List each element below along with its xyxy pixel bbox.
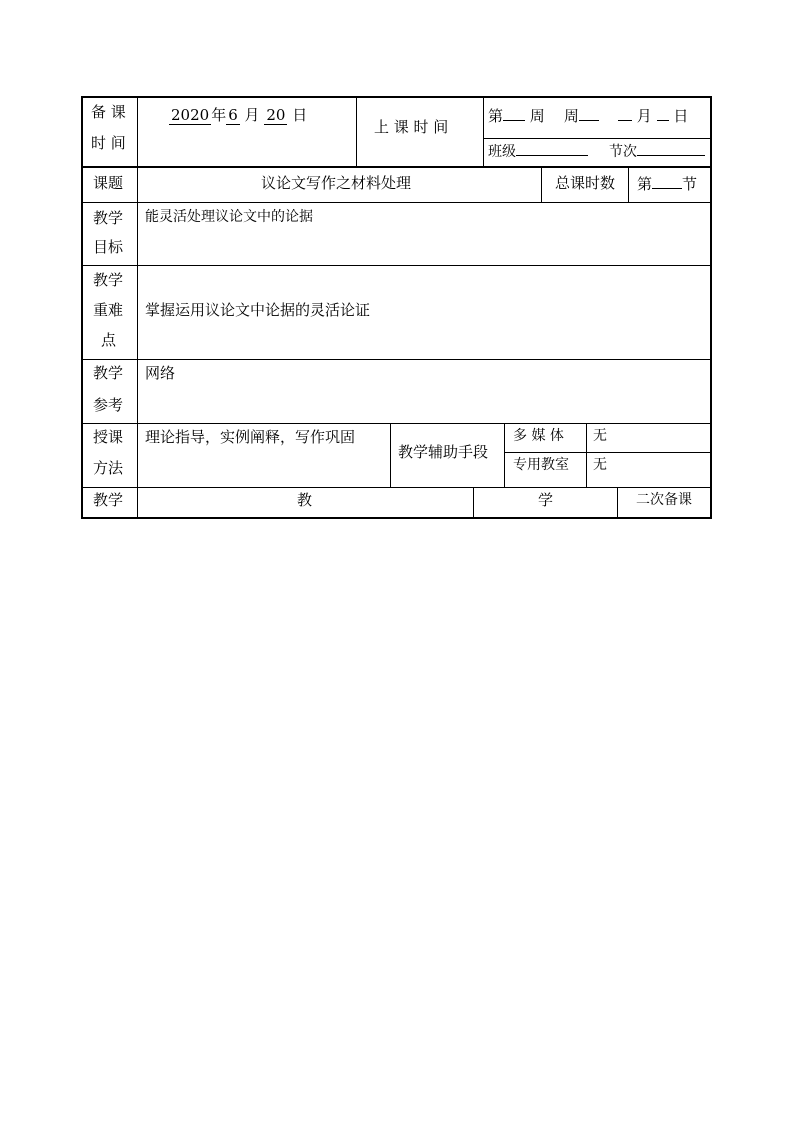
section-blank: [652, 174, 682, 189]
class-time-label: 上 课 时 间: [374, 118, 449, 136]
references-label-line1: 教学: [93, 364, 124, 382]
column-divider: [541, 168, 542, 202]
learn-header: 学: [538, 491, 554, 509]
row-divider: [83, 359, 710, 360]
methods-label-line2: 方法: [93, 459, 124, 477]
references-value: 网络: [145, 364, 176, 382]
day2-char: 日: [673, 107, 689, 125]
row-divider: [504, 452, 710, 453]
week-line: [488, 106, 688, 125]
class-blank: [516, 141, 588, 156]
prep-time-label-line2: 时 间: [91, 134, 126, 152]
row-divider: [83, 423, 710, 424]
prep-day: 20: [266, 106, 286, 124]
day-char: 日: [292, 106, 308, 124]
section-line: [637, 174, 697, 193]
column-divider: [483, 98, 484, 166]
class-line: [488, 141, 588, 161]
weekday-char: 周: [563, 107, 579, 125]
period-blank: [637, 141, 705, 156]
teach-header: 教: [297, 491, 313, 509]
topic-label: 课题: [93, 174, 124, 192]
month2-char: 月: [636, 107, 652, 125]
column-divider: [473, 487, 474, 517]
key-points-value: 掌握运用议论文中论据的灵活论证: [145, 301, 371, 319]
day-blank: [657, 106, 669, 121]
key-points-label-line2: 重难: [93, 301, 124, 319]
month-char: 月: [244, 106, 260, 124]
prep-time-label-line1: 备 课: [91, 103, 126, 121]
year-char: 年: [211, 106, 227, 124]
row-divider: [83, 265, 710, 266]
second-prep-header: 二次备课: [636, 492, 692, 508]
methods-value: 理论指导，实例阐释，写作巩固: [145, 428, 356, 446]
methods-label-line1: 授课: [93, 428, 124, 446]
section-suffix: 节: [682, 175, 698, 193]
lesson-plan-table: [81, 96, 712, 519]
row-divider: [83, 487, 710, 488]
total-hours-label: 总课时数: [555, 174, 616, 192]
classroom-value: 无: [593, 457, 607, 473]
column-divider: [504, 423, 505, 487]
month-blank: [618, 106, 632, 121]
key-points-label-line1: 教学: [93, 271, 124, 289]
goals-label-line2: 目标: [93, 238, 124, 256]
week-blank: [503, 106, 525, 121]
column-divider: [628, 168, 629, 202]
class-label: 班级: [488, 144, 516, 160]
prep-date: [169, 106, 307, 124]
classroom-label: 专用教室: [513, 457, 569, 473]
prep-month: 6: [228, 106, 238, 124]
column-divider: [617, 487, 618, 517]
key-points-label-line3: 点: [101, 331, 117, 349]
week-char: 周: [529, 107, 545, 125]
goals-value: 能灵活处理议论文中的论据: [145, 209, 313, 225]
teaching-aids-label: 教学辅助手段: [398, 443, 489, 461]
topic-value: 议论文写作之材料处理: [261, 174, 412, 192]
column-divider: [586, 423, 587, 487]
period-label: 节次: [609, 144, 637, 160]
row-divider: [83, 202, 710, 203]
row-divider: [483, 138, 710, 139]
prep-year: 2020: [171, 106, 210, 124]
column-divider: [390, 423, 391, 487]
period-line: [609, 141, 705, 161]
column-divider: [137, 98, 138, 517]
column-divider: [356, 98, 357, 166]
row-divider: [83, 166, 710, 168]
goals-label-line1: 教学: [93, 209, 124, 227]
week-prefix: 第: [488, 107, 504, 125]
section-prefix: 第: [637, 175, 653, 193]
multimedia-label: 多 媒 体: [513, 428, 564, 444]
weekday-blank: [579, 106, 599, 121]
references-label-line2: 参考: [93, 396, 124, 414]
footer-label: 教学: [93, 491, 124, 509]
multimedia-value: 无: [593, 428, 607, 444]
